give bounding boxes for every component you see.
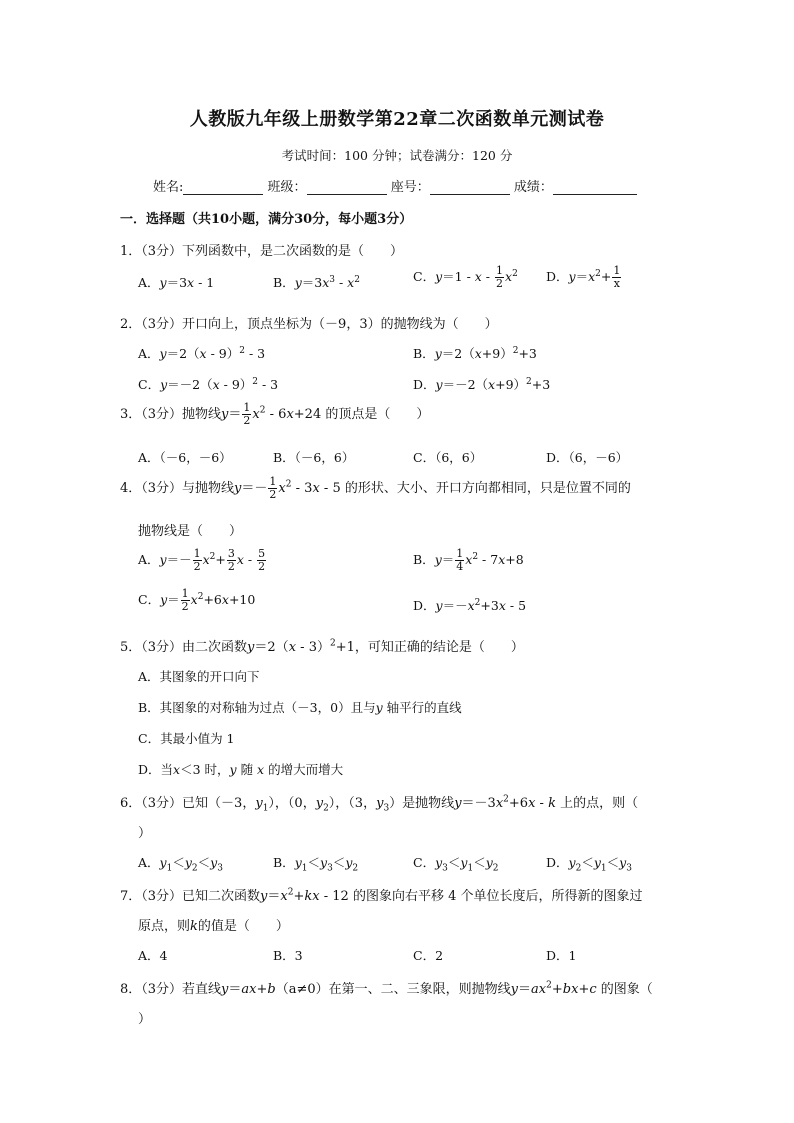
q5-option-a[interactable]: A．其图象的开口向下	[138, 669, 260, 684]
q7-option-b[interactable]: B．3	[273, 948, 303, 963]
class-label: 班级：	[267, 180, 307, 195]
q4-option-d[interactable]: D．$y=-x^2+3x - 5$	[413, 597, 527, 613]
q4-stem: 4．（3分）与抛物线y＝－ $\frac{1}{2}$ $x^2 - 3x - 5$ 的形状、大小、开口方向都相同，只是位置不同的	[120, 475, 631, 501]
q4-option-c[interactable]: C．y＝ $\frac{1}{2}$ $x^2+6x+10$	[138, 587, 256, 613]
q3-option-c[interactable]: C．（6，6）	[413, 450, 483, 465]
q1-option-b[interactable]: B．$y=3x^3 - x^2$	[273, 274, 360, 290]
q3-stem: 3．（3分）抛物线y＝ $\frac{1}{2}$ $x^2 - 6x+24$ 的顶点是（ ）	[120, 401, 430, 427]
q6-option-d[interactable]: D．$y_2<y_1<y_3$	[546, 855, 632, 874]
q8-stem-line2: ）	[138, 1012, 152, 1027]
q7-option-d[interactable]: D．1	[546, 948, 577, 963]
student-info-line	[153, 176, 637, 195]
q3-option-b[interactable]: B．（－6，6）	[273, 450, 355, 465]
q4-option-a[interactable]: A．y＝－ $\frac{1}{2}$ $x^2+$ $\frac{3}{2}$ x - $\frac{5}{2}$	[138, 547, 266, 573]
q5-option-b[interactable]: B．其图象的对称轴为过点（－3，0）且与y 轴平行的直线	[138, 700, 462, 715]
q7-stem-line2: 原点，则k的值是（ ）	[138, 919, 289, 934]
q7-option-c[interactable]: C．2	[413, 948, 444, 963]
q7-option-a[interactable]: A．4	[138, 948, 168, 963]
seat-label: 座号：	[390, 180, 430, 195]
seat-blank[interactable]	[430, 180, 510, 195]
q1-stem: 1．（3分）下列函数中，是二次函数的是（ ）	[120, 244, 404, 259]
q6-option-c[interactable]: C．$y_3<y_1<y_2$	[413, 855, 499, 874]
q6-stem: 6．（3分）已知（－3，$y_1$），（0，$y_2$），（3，$y_3$）是抛物线$y=-3x^2+6x - k$ 上的点，则（	[120, 794, 639, 814]
q1-option-d[interactable]: D．$y=x^2+$ $\frac{1}{x}$	[546, 264, 621, 290]
score-label: 成绩：	[513, 180, 553, 195]
q2-stem: 2．（3分）开口向上，顶点坐标为（－9，3）的抛物线为（ ）	[120, 317, 498, 332]
q1-option-a[interactable]: A．y＝3x - 1	[138, 275, 215, 290]
class-blank[interactable]	[307, 180, 387, 195]
q5-option-d[interactable]: D．当x＜3 时，y 随 x 的增大而增大	[138, 762, 344, 777]
q2-option-d[interactable]: D．$y=-2(x+9)^2+3$	[413, 376, 551, 392]
page-title: 人教版九年级上册数学第22章二次函数单元测试卷	[189, 109, 605, 130]
score-blank[interactable]	[553, 180, 637, 195]
q3-option-a[interactable]: A．（－6，－6）	[138, 450, 232, 465]
name-blank[interactable]	[183, 180, 263, 195]
q3-option-d[interactable]: D．（6，－6）	[546, 450, 629, 465]
q2-option-c[interactable]: C．y＝－2（x - 9）$^2$ - 3	[138, 376, 279, 392]
q6-option-b[interactable]: B．$y_1<y_3<y_2$	[273, 855, 359, 874]
q5-option-c[interactable]: C．其最小值为 1	[138, 731, 235, 746]
q6-option-a[interactable]: A．$y_1<y_2<y_3$	[138, 855, 223, 874]
q2-option-b[interactable]: B．$y=2(x+9)^2+3$	[413, 345, 537, 361]
exam-subtitle: 考试时间：100 分钟；试卷满分：120 分	[281, 148, 513, 163]
q6-stem-line2: ）	[138, 826, 152, 841]
section-heading: 一．选择题（共10小题，满分30分，每小题3分）	[120, 212, 413, 227]
name-label: 姓名:	[153, 180, 184, 195]
q5-stem: 5．（3分）由二次函数y＝2（x - 3）$^2$+1，可知正确的结论是（ ）	[120, 638, 524, 655]
q8-stem: 8．（3分）若直线y＝ax+b（a≠0）在第一、二、三象限，则抛物线$y=ax^2+bx+c$ 的图象（	[120, 980, 653, 997]
q7-stem: 7．（3分）已知二次函数$y=x^2+kx - 12$ 的图象向右平移 4 个单位长度后，所得新的图象过	[120, 887, 643, 904]
q2-option-a[interactable]: A．y＝2（x - 9）$^2$ - 3	[138, 345, 266, 361]
q4-stem-line2: 抛物线是（ ）	[138, 524, 243, 539]
q1-option-c[interactable]: C．y＝1 - x - $\frac{1}{2}$ $x^2$	[413, 264, 518, 290]
q4-option-b[interactable]: B．y＝ $\frac{1}{4}$ $x^2 - 7x+8$	[413, 547, 524, 573]
